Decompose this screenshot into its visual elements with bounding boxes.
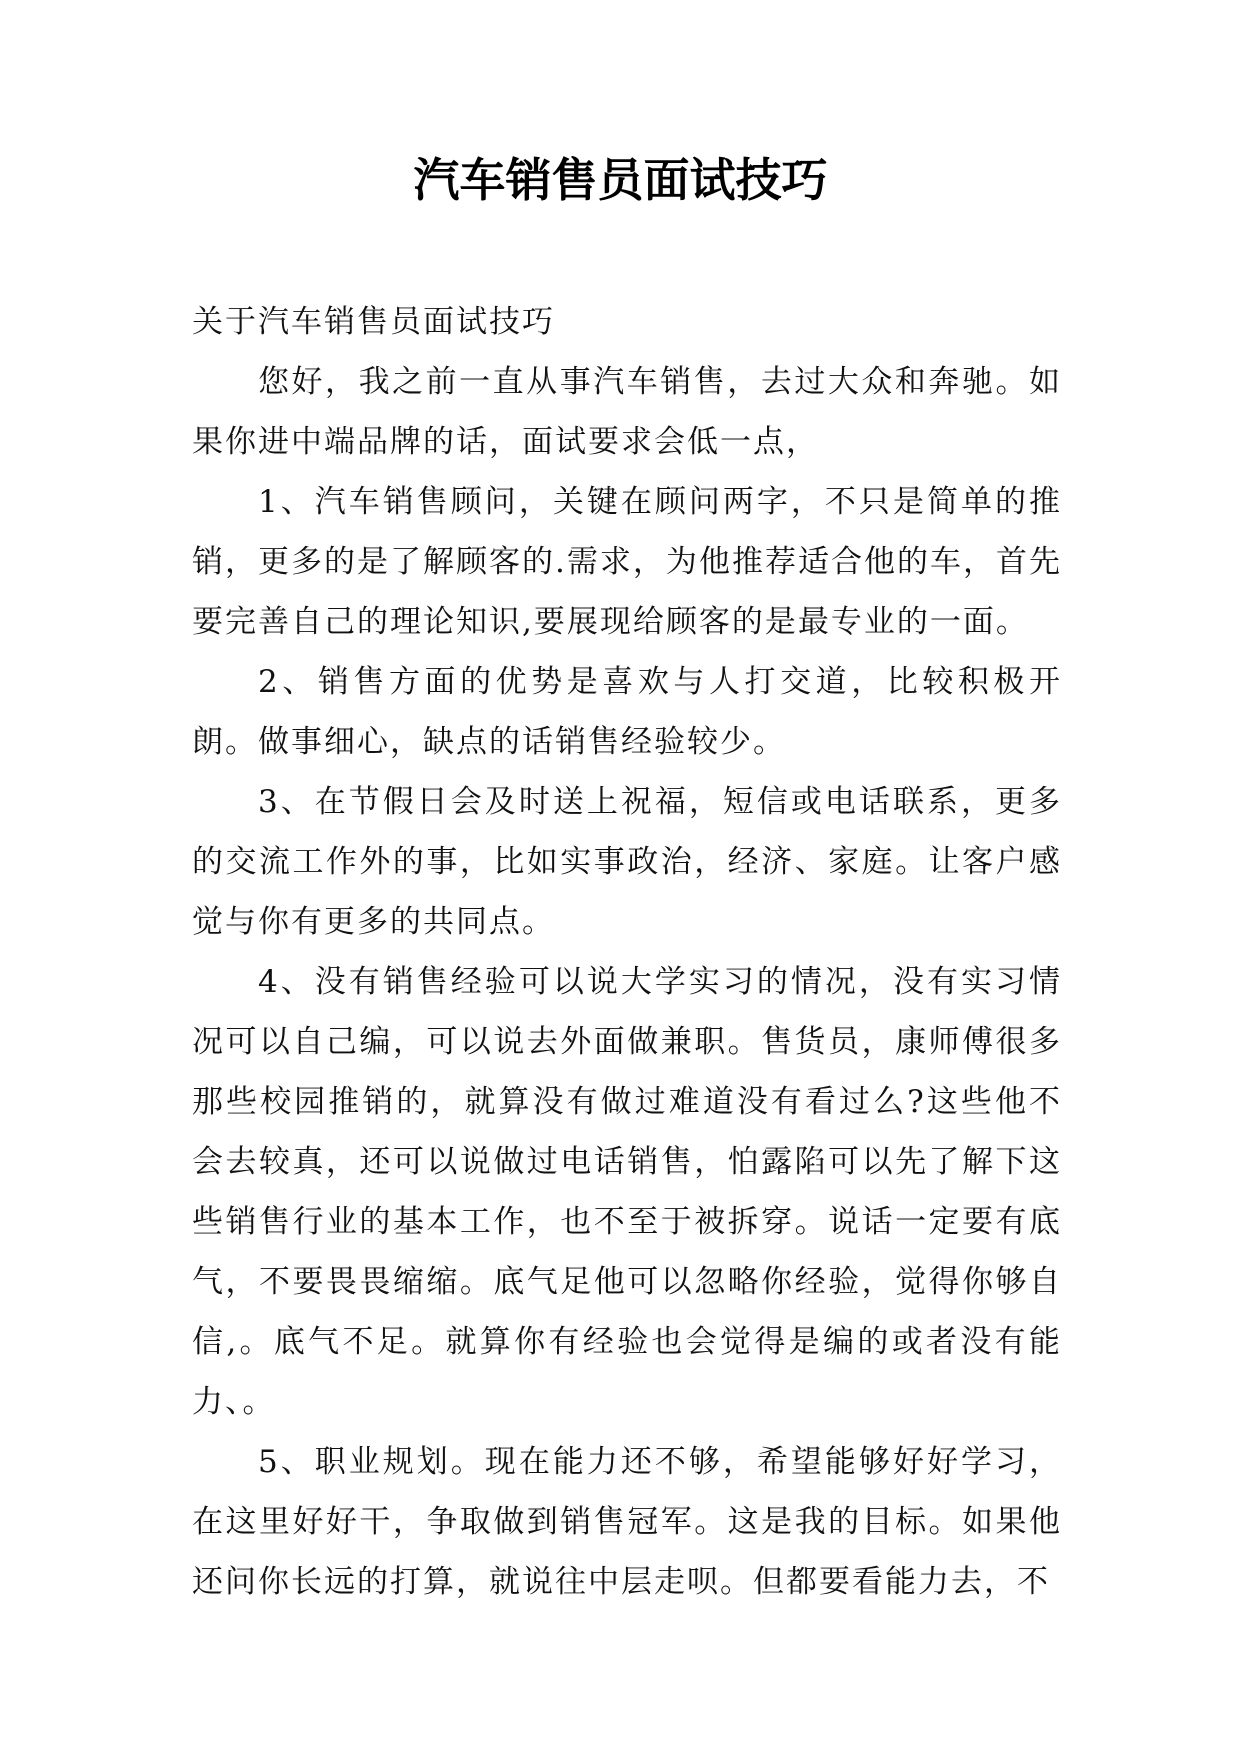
paragraph-point-4: 4、没有销售经验可以说大学实习的情况，没有实习情况可以自己编，可以说去外面做兼职。售货员，康师傅很多那些校园推销的，就算没有做过难道没有看过么?这些他不会去较真，还可以说做过电话销售，怕露陷可以先了解下这些销售行业的基本工作，也不至于被拆穿。说话一定要有底气，不要畏畏缩缩。底气足他可以忽略你经验，觉得你够自信,。底气不足。就算你有经验也会觉得是编的或者没有能力、。 bbox=[192, 964, 1062, 1420]
paragraph-point-5: 5、职业规划。现在能力还不够，希望能够好好学习，在这里好好干，争取做到销售冠军。这是我的目标。如果他还问你长远的打算，就说往中层走呗。但都要看能力去，不 bbox=[192, 1444, 1062, 1600]
document-title: 汽车销售员面试技巧 bbox=[413, 153, 828, 207]
paragraph-point-3: 3、在节假日会及时送上祝福，短信或电话联系，更多的交流工作外的事，比如实事政治，经济、家庭。让客户感觉与你有更多的共同点。 bbox=[192, 784, 1062, 940]
paragraph-point-2: 2、销售方面的优势是喜欢与人打交道，比较积极开朗。做事细心，缺点的话销售经验较少。 bbox=[192, 664, 1062, 760]
paragraph-point-1: 1、汽车销售顾问，关键在顾问两字，不只是简单的推销，更多的是了解顾客的.需求，为他推荐适合他的车，首先要完善自己的理论知识,要展现给顾客的是最专业的一面。 bbox=[192, 484, 1062, 640]
intro-heading: 关于汽车销售员面试技巧 bbox=[192, 304, 555, 340]
paragraph-greeting: 您好，我之前一直从事汽车销售，去过大众和奔驰。如果你进中端品牌的话，面试要求会低一点， bbox=[192, 364, 1062, 460]
document-body bbox=[192, 292, 1062, 1612]
